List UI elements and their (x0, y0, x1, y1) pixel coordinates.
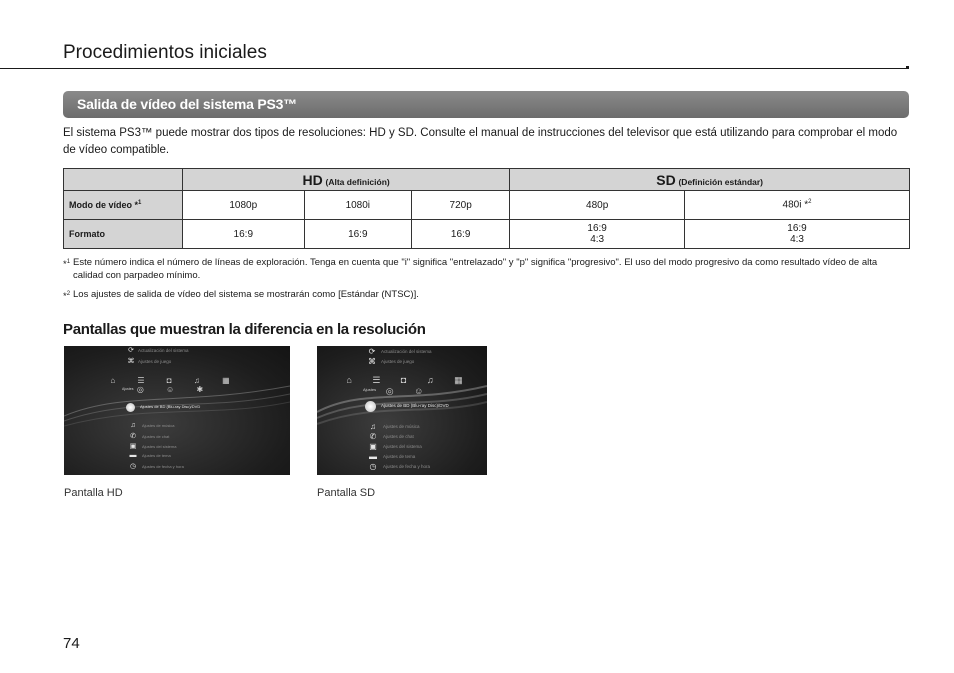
chat-icon: ✆ (130, 433, 136, 440)
update-icon: ⟳ (128, 347, 134, 354)
table-header-row (64, 169, 910, 191)
xmb-item-theme-settings (124, 452, 171, 459)
mode-cell: 1080p (183, 191, 305, 220)
page-number: 74 (63, 635, 80, 652)
footnote-marker: 2 (808, 199, 812, 206)
xmb-item-music-settings (124, 422, 174, 429)
xmb-item-label: Ajustes de BD (Blu-ray Disc)/DVD (140, 404, 201, 409)
format-cell: 16:9 (183, 220, 305, 249)
mode-cell: 720p (412, 191, 510, 220)
xmb-item-label: Ajustes de chat (383, 434, 414, 439)
xmb-item-label: Ajustes de tema (142, 453, 171, 458)
footnote-number: 1 (66, 259, 71, 265)
table-row-video-mode (64, 191, 910, 220)
gamepad-icon: ⌘ (127, 358, 135, 365)
xmb-item-chat-settings (124, 432, 169, 440)
hd-abbr: HD (302, 171, 323, 188)
format-line: 4:3 (590, 234, 605, 245)
footnote-asterisk: * (63, 259, 67, 271)
xmb-item-system-update (124, 346, 189, 354)
xmb-item-label: Ajustes de música (142, 423, 175, 428)
mode-cell (685, 191, 910, 220)
wave-decoration (64, 346, 290, 475)
footnote-1 (63, 256, 893, 282)
clock-icon: ◷ (369, 462, 377, 471)
footnote-marker: 1 (138, 200, 142, 206)
row-label-video-mode (64, 191, 183, 220)
footnote-2 (63, 288, 893, 301)
xmb-item-label: Ajustes de música (383, 424, 420, 429)
xmb-item-music-settings (363, 422, 420, 431)
xmb-item-label: Ajustes de fecha y hora (383, 464, 431, 469)
sd-header-cell (510, 169, 910, 191)
chat-icon: ✆ (369, 432, 377, 441)
mode-cell: 1080i (304, 191, 411, 220)
hd-desc: (Alta definición) (325, 176, 390, 187)
console-icon: ▣ (129, 443, 137, 450)
update-icon: ⟳ (368, 347, 376, 356)
format-cell: 16:9 (412, 220, 510, 249)
gamepad-icon: ⌘ (368, 357, 376, 366)
footnote-number: 2 (66, 291, 71, 297)
footnote-asterisk: * (63, 291, 67, 303)
theme-icon: ▬ (129, 452, 137, 459)
clock-icon: ◷ (129, 463, 137, 470)
footnote-text: Los ajustes de salida de vídeo del sistema se mostrarán como [Estándar (NTSC)]. (73, 289, 419, 300)
hd-screen-image (64, 346, 290, 475)
xmb-item-label: Ajustes del sistema (142, 443, 177, 449)
xmb-item-date-time-settings (124, 462, 184, 470)
table-corner-cell (64, 169, 183, 191)
xmb-item-bd-dvd-settings (381, 403, 449, 408)
format-line: 16:9 (587, 223, 607, 234)
format-cell (685, 220, 910, 249)
table-row-format (64, 220, 910, 249)
disc-icon (126, 403, 135, 412)
row-label-format: Formato (64, 220, 183, 249)
format-line: 16:9 (787, 223, 807, 234)
xmb-category-label: Ajustes (122, 387, 134, 391)
xmb-item-game-settings (124, 357, 171, 365)
format-line: 4:3 (790, 234, 804, 245)
xmb-item-chat-settings (363, 432, 414, 441)
xmb-category-label: Ajustes (363, 387, 377, 392)
xmb-item-system-update (363, 347, 432, 356)
caption-hd: Pantalla HD (64, 487, 123, 499)
sd-screen-image (317, 346, 487, 475)
xmb-item-label: Actualización del sistema (138, 347, 189, 353)
format-cell: 16:9 (304, 220, 411, 249)
mode-text: 480i * (782, 199, 809, 211)
xmb-item-system-settings (124, 442, 176, 450)
music-note-icon: ♫ (370, 422, 376, 431)
xmb-item-label: Ajustes de juego (381, 359, 415, 364)
theme-icon: ▬ (369, 452, 377, 461)
page-title: Procedimientos iniciales (63, 42, 267, 63)
section-header-bar (63, 91, 909, 118)
xmb-item-label: Actualización del sistema (381, 349, 432, 354)
title-rule (0, 68, 908, 69)
console-icon: ▣ (369, 442, 377, 451)
mode-cell: 480p (510, 191, 685, 220)
footnote-mark (63, 288, 70, 303)
sd-abbr: SD (656, 171, 676, 188)
xmb-item-label: Ajustes de chat (142, 433, 170, 439)
xmb-item-theme-settings (363, 452, 415, 461)
row-label-text: Modo de vídeo * (69, 200, 139, 210)
footnote-mark (63, 256, 70, 271)
xmb-item-date-time-settings (363, 462, 430, 471)
sd-desc: (Definición estándar) (678, 176, 764, 187)
screens-subheading: Pantallas que muestran la diferencia en la resolución (63, 321, 426, 338)
format-cell (510, 220, 685, 249)
xmb-item-label: Ajustes de tema (383, 454, 416, 459)
intro-paragraph: El sistema PS3™ puede mostrar dos tipos de resoluciones: HD y SD. Consulte el manual de instrucciones del televisor que está utilizando para comprobar el modo de vídeo compatible. (63, 127, 898, 156)
xmb-item-label: Ajustes del sistema (383, 444, 422, 449)
xmb-item-bd-dvd-settings (140, 404, 200, 409)
xmb-item-label: Ajustes de fecha y hora (142, 463, 184, 469)
xmb-item-system-settings (363, 442, 422, 451)
caption-sd: Pantalla SD (317, 487, 376, 499)
xmb-item-game-settings (363, 357, 414, 366)
rule-end-mark (906, 66, 909, 69)
xmb-item-label: Ajustes de juego (138, 358, 172, 364)
music-note-icon: ♫ (130, 422, 136, 429)
hd-header-cell (183, 169, 510, 191)
section-title: Salida de vídeo del sistema PS3™ (77, 96, 298, 112)
disc-icon (365, 401, 376, 412)
xmb-category-bar: ⌂ ☰ ◘ ♫ ▦ ◎ ☺ ✱ (110, 376, 240, 394)
footnote-text: Este número indica el número de líneas de exploración. Tenga en cuenta que "i" significa "entrelazado" y "p" significa "progresivo". El uso del modo progresivo da como resultado vídeo de alta calidad con parpadeo mínimo. (73, 257, 878, 281)
xmb-category-bar: ⌂ ☰ ◘ ♫ ▦ ◎ ☺ (346, 375, 472, 396)
xmb-item-label: Ajustes de BD (Blu-ray Disc)/DVD (381, 403, 449, 408)
resolution-table (63, 168, 910, 249)
